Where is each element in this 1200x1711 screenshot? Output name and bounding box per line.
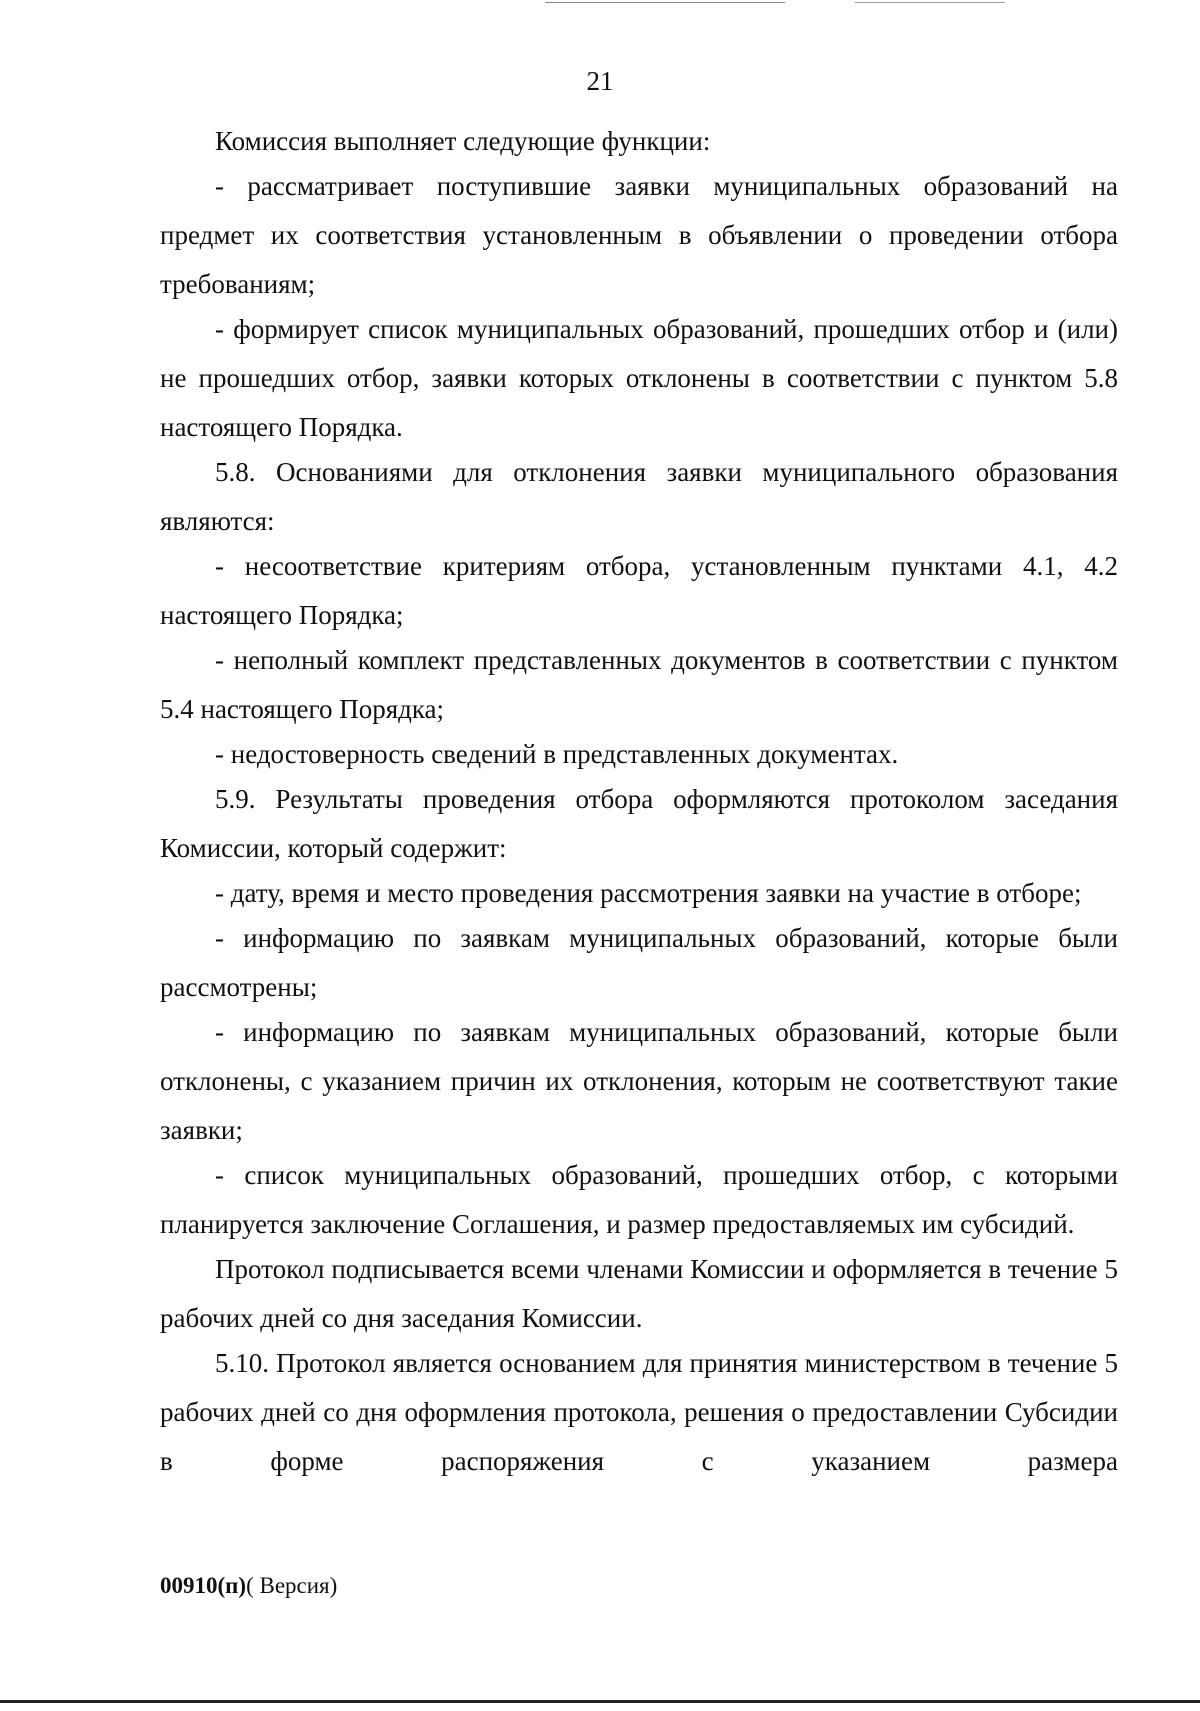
page-number: 21 — [586, 66, 614, 96]
paragraph: - рассматривает поступившие заявки муниципальных образований на предмет их соответствия установленным в объявлении о проведении отбора требованиям; — [160, 171, 1118, 299]
paragraph: - информацию по заявкам муниципальных образований, которые были отклонены, с указанием причин их отклонения, которым не соответствуют такие заявки; — [160, 1017, 1118, 1145]
paragraph: - неполный комплект представленных документов в соответствии с пунктом 5.4 настоящего Порядка; — [160, 645, 1118, 724]
document-code: 00910(п) — [160, 1573, 247, 1598]
paragraph: - недостоверность сведений в представленных документах. — [215, 739, 899, 769]
document-version: ( Версия) — [246, 1573, 338, 1598]
paragraph: 5.10. Протокол является основанием для принятия министерством в течение 5 рабочих дней со дня оформления протокола, решения о предоставлении Субсидии в форме распоряжения с указанием размера — [160, 1348, 1118, 1476]
paragraph: - список муниципальных образований, прошедших отбор, с которыми планируется заключение Соглашения, и размер предоставляемых им субсидий. — [160, 1160, 1118, 1239]
paragraph: - формирует список муниципальных образований, прошедших отбор и (или) не прошедших отбор, заявки которых отклонены в соответствии с пунктом 5.8 настоящего Порядка. — [160, 314, 1118, 442]
paragraph: 5.8. Основаниями для отклонения заявки муниципального образования являются: — [160, 457, 1118, 536]
paragraph: Протокол подписывается всеми членами Комиссии и оформляется в течение 5 рабочих дней со дня заседания Комиссии. — [160, 1254, 1118, 1333]
paragraph: - несоответствие критериям отбора, установленным пунктами 4.1, 4.2 настоящего Порядка; — [160, 551, 1118, 630]
paragraph: - дату, время и место проведения рассмотрения заявки на участие в отборе; — [215, 878, 1082, 908]
paragraph: 5.9. Результаты проведения отбора оформляются протоколом заседания Комиссии, который содержит: — [160, 784, 1118, 863]
document-footer — [160, 1573, 337, 1599]
paragraph: - информацию по заявкам муниципальных образований, которые были рассмотрены; — [160, 923, 1118, 1002]
document-body — [160, 117, 1118, 1486]
paragraph: Комиссия выполняет следующие функции: — [215, 126, 711, 156]
scan-artifact-top — [545, 2, 785, 3]
scan-artifact-bottom — [0, 1700, 1200, 1703]
scan-artifact-top-right — [855, 2, 1005, 3]
